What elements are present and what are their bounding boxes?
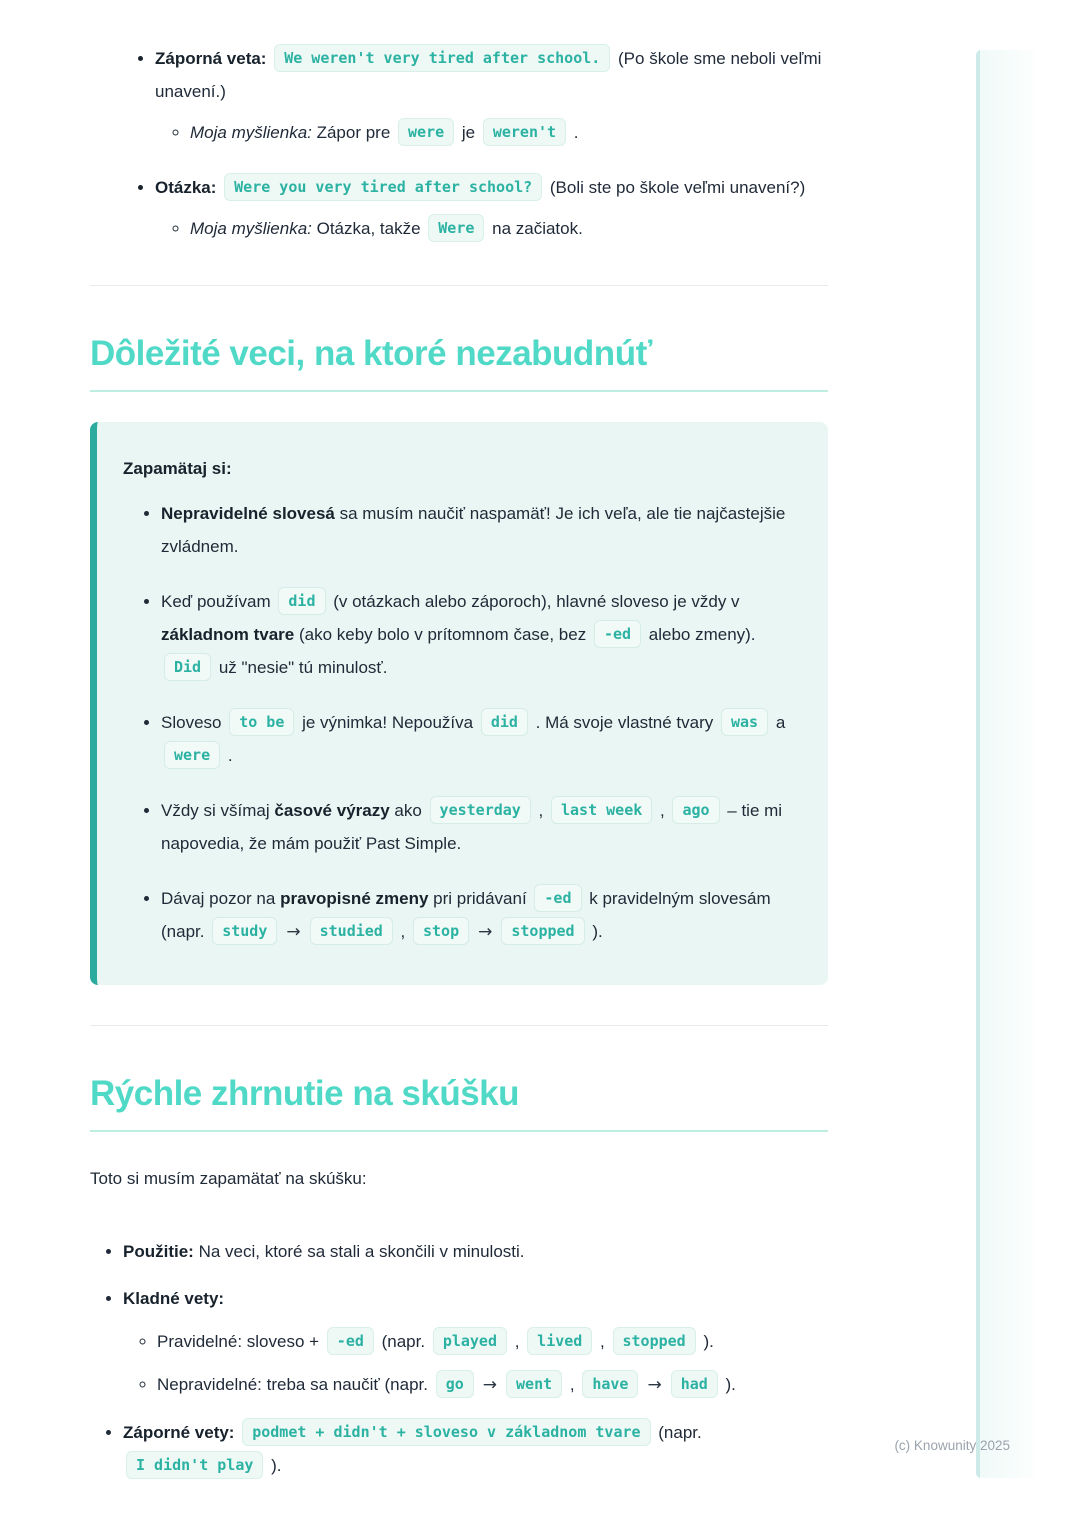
text-run: Pravidelné: sloveso + (157, 1332, 324, 1351)
code-chip: Were (428, 214, 484, 242)
callout-box (90, 422, 828, 985)
code-chip: have (582, 1370, 638, 1398)
code-chip: Were you very tired after school? (224, 173, 542, 201)
text-run: pri pridávaní (428, 889, 532, 908)
code-chip: was (721, 708, 768, 736)
list-item (157, 1368, 828, 1402)
text-run: , (595, 1332, 610, 1351)
text-run: (ako keby bolo v prítomnom čase, bez (294, 625, 591, 644)
list-item (155, 171, 828, 245)
code-chip: stopped (613, 1327, 696, 1355)
text-run: je (457, 123, 480, 142)
code-chip: last week (551, 796, 652, 824)
code-chip: Did (164, 653, 211, 681)
text-run: Nepravidelné: treba sa naučiť (napr. (157, 1375, 433, 1394)
text-run: . (223, 746, 233, 765)
list-item (123, 1416, 828, 1482)
scrollbar-track[interactable] (976, 50, 1035, 1478)
code-chip: go (436, 1370, 474, 1398)
bold-text: Použitie: (123, 1242, 194, 1261)
code-chip: -ed (534, 884, 581, 912)
text-run: Vždy si všímaj (161, 801, 275, 820)
list-item (123, 1282, 828, 1402)
list-item (161, 706, 794, 772)
code-chip: went (506, 1370, 562, 1398)
text-run: ). (698, 1332, 714, 1351)
code-chip: weren't (483, 118, 566, 146)
code-chip: -ed (327, 1327, 374, 1355)
code-chip: were (164, 741, 220, 769)
code-chip: played (433, 1327, 507, 1355)
code-chip: We weren't very tired after school. (274, 44, 610, 72)
text-run: (Po škole sme neboli veľmi unavení.) (155, 49, 822, 101)
list-item (155, 42, 828, 149)
text-run: . (569, 123, 579, 142)
document-content (90, 0, 828, 1496)
text-run: sa musím naučiť naspamäť! Je ich veľa, ale tie najčastejšie zvládnem. (161, 504, 786, 556)
text-run: ). (720, 1375, 736, 1394)
code-chip: -ed (594, 620, 641, 648)
code-chip: studied (310, 917, 393, 945)
bold-text: Nepravidelné slovesá (161, 504, 335, 523)
bullet-sublist (155, 212, 828, 245)
code-chip: lived (527, 1327, 592, 1355)
list-item (161, 585, 794, 684)
callout-list (123, 497, 794, 949)
bullet-list (90, 42, 828, 245)
bullet-sublist (155, 116, 828, 149)
code-chip: had (671, 1370, 718, 1398)
text-run: na začiatok. (487, 219, 583, 238)
bold-text: časové výrazy (274, 801, 390, 820)
text-run: a (771, 713, 786, 732)
code-chip: stopped (501, 917, 584, 945)
code-chip: to be (229, 708, 294, 736)
text-run: , (533, 801, 548, 820)
section-heading: Dôležité veci, na ktoré nezabudnúť (90, 334, 828, 392)
code-chip: podmet + didn't + sloveso v základnom tvare (242, 1418, 650, 1446)
callout-title: Zapamätaj si: (123, 459, 232, 478)
text-run: k pravidelným slovesám (napr. (161, 889, 771, 941)
text-run: Sloveso (161, 713, 227, 732)
list-item (161, 497, 794, 563)
section-heading: Rýchle zhrnutie na skúšku (90, 1074, 828, 1132)
arrow-right-icon: → (482, 1375, 498, 1395)
code-chip: ago (672, 796, 719, 824)
text-run: , (395, 922, 410, 941)
text-run: Toto si musím zapamätať na skúšku: (90, 1169, 367, 1188)
text-run: alebo zmeny). (644, 625, 756, 644)
arrow-right-icon: → (647, 1375, 662, 1395)
text-run: (v otázkach alebo záporoch), hlavné sloveso je vždy v (328, 592, 740, 611)
text-run: ako (389, 801, 427, 820)
italic-text: Moja myšlienka: (190, 123, 312, 142)
code-chip: were (398, 118, 454, 146)
text-run (234, 1423, 239, 1442)
text-run: Dávaj pozor na (161, 889, 281, 908)
bullet-list (90, 1235, 828, 1482)
text-run: Zápor pre (311, 123, 396, 142)
text-run (266, 49, 271, 68)
section-divider (90, 1025, 828, 1026)
bold-text: Záporná veta: (155, 49, 267, 68)
copyright-notice: (c) Knowunity 2025 (894, 1438, 1010, 1453)
section-divider (90, 285, 828, 286)
text-run: , (565, 1375, 580, 1394)
code-chip: study (212, 917, 277, 945)
bullet-sublist (123, 1325, 828, 1402)
code-chip: did (278, 587, 325, 615)
bold-text: pravopisné zmeny (280, 889, 429, 908)
paragraph (90, 1162, 828, 1195)
arrow-right-icon: → (478, 922, 493, 942)
text-run: je výnimka! Nepoužíva (297, 713, 478, 732)
bold-text: Kladné vety: (123, 1289, 225, 1308)
bold-text: Záporné vety: (123, 1423, 235, 1442)
text-run: , (510, 1332, 525, 1351)
text-run: Keď používam (161, 592, 276, 611)
text-run: Otázka, takže (311, 219, 426, 238)
text-run: už "nesie" tú minulosť. (214, 658, 388, 677)
code-chip: did (481, 708, 528, 736)
arrow-right-icon: → (286, 922, 301, 942)
text-run: (napr. (653, 1423, 702, 1442)
text-run: ). (587, 922, 603, 941)
text-run: Na veci, ktoré sa stali a skončili v minulosti. (193, 1242, 525, 1261)
code-chip: stop (413, 917, 469, 945)
list-item (161, 794, 794, 860)
list-item (157, 1325, 828, 1358)
text-run: , (655, 801, 670, 820)
text-run: ). (266, 1456, 282, 1475)
text-run: – tie mi napovedia, že mám použiť Past Simple. (161, 801, 783, 853)
italic-text: Moja myšlienka: (190, 219, 312, 238)
list-item (190, 212, 828, 245)
list-item (190, 116, 828, 149)
text-run (216, 178, 221, 197)
code-chip: I didn't play (126, 1451, 263, 1479)
list-item (123, 1235, 828, 1268)
bold-text: Otázka: (155, 178, 217, 197)
text-run: . Má svoje vlastné tvary (530, 713, 718, 732)
text-run: (Boli ste po škole veľmi unavení?) (545, 178, 806, 197)
code-chip: yesterday (430, 796, 531, 824)
bold-text: základnom tvare (161, 625, 295, 644)
text-run: (napr. (376, 1332, 430, 1351)
list-item (161, 882, 794, 949)
